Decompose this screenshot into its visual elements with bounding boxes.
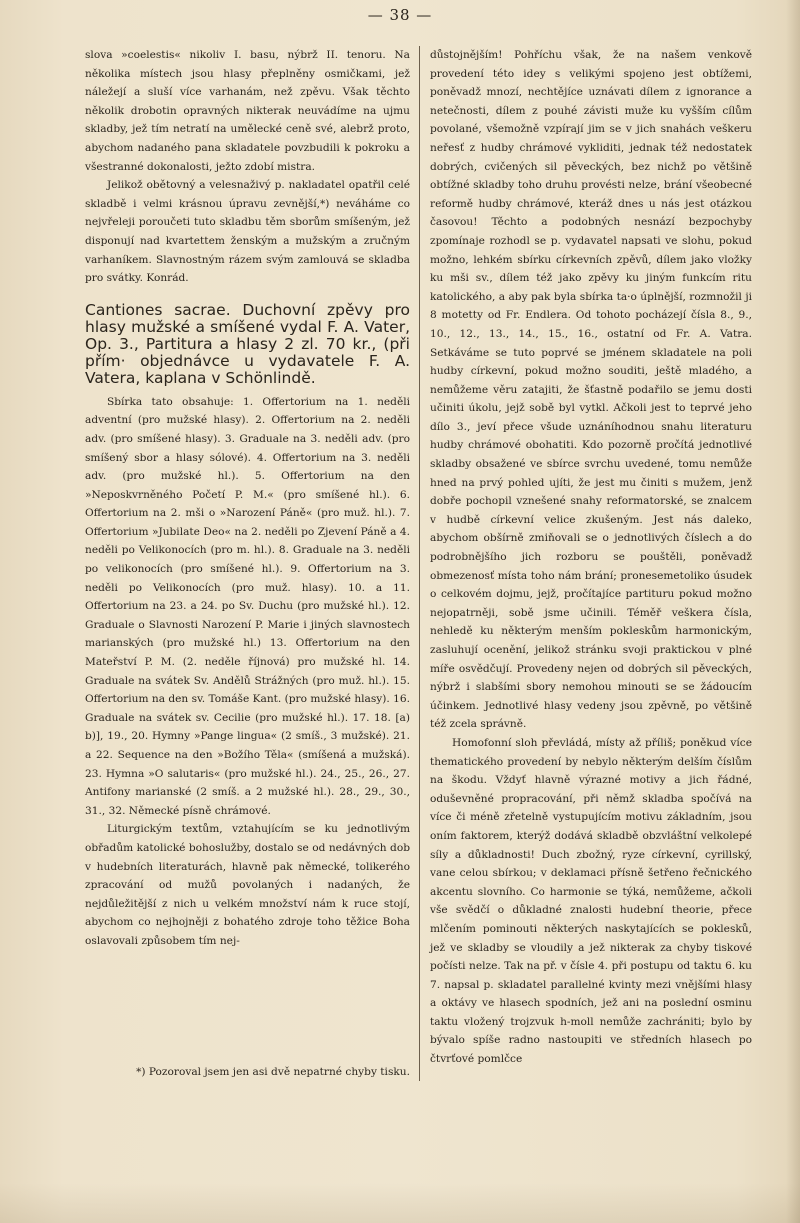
left-column <box>85 46 410 951</box>
page-number: — 38 — <box>367 6 433 24</box>
right-column <box>430 46 752 1069</box>
page-edge-shadow <box>786 0 800 1223</box>
left-paragraph-4: Liturgickým textům, vztahujícím se ku jednotlivým obřadům katolické bohoslužby, dostalo se od nedávných dob v hudebních literaturách, hlavně pak německé, tolikerého zpracování od mužů povolaných i nadaných, že nejdůležitější z nich u velkém množství nám k ruce stojí, abychom co nejhojněji z bohatého zdroje toho těžice Boha oslavovali způsobem tím nej- <box>85 823 410 947</box>
column-divider <box>419 46 420 1081</box>
left-paragraph-contents: Sbírka tato obsahuje: 1. Offertorium na 1. neděli adventní (pro mužské hlasy). 2. Offertorium na 2. neděli adv. (pro smíšené hlasy). 3. Graduale na 3. neděli adv. (pro smíšený sbor a hlasy sólové). 4. Offertorium na 3. neděli adv. (pro mužské hl.). 5. Offertorium na den »Neposkvrněného Početí P. M.« (pro smíšené hl.). 6. Offertorium na 2. mši o »Narození Páně« (pro muž. hl.). 7. Offertorium »Jubilate Deo« na 2. neděli po Zjevení Páně a 4. neděli po Velikonocích (pro m. hl.). 8. Graduale na 3. neděli po velikonocích (pro smíšené hl.). 9. Offertorium na 3. neděli po Velikonocích (pro muž. hlasy). 10. a 11. Offertorium na 23. a 24. po Sv. Duchu (pro mužské hl.). 12. Graduale o Slavnosti Narození P. Marie i jiných slavnostech marianských (pro mužské hl.) 13. Offertorium na den Mateřství P. M. (2. neděle říjnová) pro mužské hl. 14. Graduale na svátek Sv. Andělů Strážných (pro muž. hl.). 15. Offertorium na den sv. Tomáše Kant. (pro mužské hlasy). 16. Graduale na svátek sv. Cecilie (pro mužské hl.). 17. 18. [a) b)], 19., 20. Hymny »Pange lingua« (2 smíš., 3 mužské). 21. a 22. Sequence na den »Božího Těla« (smíšená a mužská). 23. Hymna »O salutaris« (pro mužské hl.). 24., 25., 26., 27. Antifony marianské (2 smíš. a 2 mužské hl.). 28., 29., 30., 31., 32. Německé písně chrámové. <box>85 395 410 817</box>
page-bottom-shadow <box>0 1183 800 1223</box>
footnote: *) Pozoroval jsem jen asi dvě nepatrné chyby tisku. <box>136 1066 410 1078</box>
left-paragraph-2: Jelikož obětovný a velesnaživý p. nakladatel opatřil celé skladbě i velmi krásnou úpravu zevnější,*) neváháme co nejvřeleji poroučeti tuto skladbu těm sborům smíšeným, jež disponují nad kvartettem ženským a mužským a zručným varhaníkem. Slavnostným rázem svým zamlouvá se skladba pro svátky. Konrád. <box>85 179 410 285</box>
right-paragraph-1: důstojnějším! Pohříchu však, že na našem venkově provedení této idey s velikými spojeno jest obtížemi, poněvadž mnozí, nechtějíce uznávati dílem z ignorance a netečnosti, dílem z pouhé závisti muže ku vyšším cílům povolané, všemožně vzpírají jim se v jich snahách veškeru neřesť z hudby chrámové vykliditi, jednak též nedostatek dobrých, cvičených sil pěveckých, bez nichž po většině obtížné skladby toho druhu provésti nelze, brání všeobecné reformě hudby chrámové, kteráž dnes u nás jest otázkou časovou! Těchto a podobných nesnází bezpochyby zpomínaje rozhodl se p. vydavatel napsati ve slohu, pokud možno, lehkém sbírku církevních zpěvů, dílem jako vložky ku mši sv., dílem též jako zpěvy ku jiným funkcím ritu katolického, a aby pak byla sbírka ta·o úplnější, rozmnožil ji 8 motetty od Fr. Endlera. Od tohoto pocházejí čísla 8., 9., 10., 12., 13., 14., 15., 16., ostatní od Fr. A. Vatra. Setkáváme se tuto poprvé se jménem skladatele na poli hudby církevní, pokud možno souditi, ještě mladého, a nemůžeme věru zatajiti, že šťastně podařilo se jemu dosti učiniti úkolu, jejž sobě byl vytkl. Ačkoli jest to teprvé jeho dílo 3., jeví přece všude uznáníhodnou snahu literaturu hudby chrámové obohatiti. Kdo pozorně pročítá jednotlivé skladby obsažené ve sbírce svrchu uvedené, tomu nemůže hned na prvý pohled ujíti, že jest mu činiti s mužem, jenž dobře pochopil vznešené snahy reformatorské, se znalcem v hudbě církevní velice zkušeným. Jest nás daleko, abychom obšírně zmiňovali se o jednotlivých číslech a do podrobnějšího jich rozboru se pouštěli, poněvadž obmezenosť místa toho nám brání; pronesemetoliko úsudek o celkovém dojmu, jejž, pročítajíce partituru pokud možno nejopatrněji, sobě jsme učinili. Téměř veškera čísla, nehledě ku některým menším pokleskům harmonickým, zasluhují ocenění, jelikož stránku svoji praktickou v plné míře osvědčují. Provedeny nejen od dobrých sil pěveckých, nýbrž i slabšími sbory nemohou minouti se se žádoucím účinkem. Jednotlivé hlasy vedeny jsou zpěvně, po většině též zcela správně. <box>430 49 752 731</box>
left-paragraph-1: slova »coelestis« nikoliv I. basu, nýbrž II. tenoru. Na několika místech jsou hlasy přeplněny osmičkami, jež náležejí a sluší více varhanám, než zpěvu. Však těchto několik drobotin opravných nikterak neuvádíme na ujmu skladby, jež tím netratí na umělecké ceně své, alebrž proto, abychom nadaného pana skladatele povzbudili k pokroku a všestranné dokonalosti, ježto zdobí mistra. <box>85 49 410 173</box>
review-heading: Cantiones sacrae. Duchovní zpěvy pro hlasy mužské a smíšené vydal F. A. Vater, Op. 3., Partitura a hlasy 2 zl. 70 kr., (při přím· objednávce u vydavatele F. A. Vatera, kaplana v Schönlindě. <box>85 300 410 387</box>
right-paragraph-2: Homofonní sloh převládá, místy až příliš; poněkud více thematického provedení by nebylo některým delším číslům na škodu. Vždyť hlavně výrazné motivy a jich řádné, oduševněné propracování, při němž skladba spočívá na více či méně zřetelně vystupujícím motivu základním, jsou oním faktorem, kterýž dodává skladbě obzvláštní velkolepé síly a důkladnosti! Duch zbožný, ryze církevní, cyrillský, vane celou sbírkou; v deklamaci přísně šetřeno řečnického akcentu slovního. Co harmonie se týká, nemůžeme, ačkoli vše svědčí o důkladné znalosti hudební theorie, přece mlčením pominouti některých naskytajících se poklesků, jež ve skladby se vloudily a jež nikterak za chyby tiskové počísti nelze. Tak na př. v čísle 4. při postupu od taktu 6. ku 7. napsal p. skladatel parallelné kvinty mezi vnějšími hlasy a oktávy ve hlasech spodních, jež ani na poslední osminu taktu vložený trojzvuk h-moll nemůže zachrániti; bylo by bývalo spíše radno nastoupiti ve středních hlasech po čtvrťové pomlčce <box>430 736 752 1066</box>
